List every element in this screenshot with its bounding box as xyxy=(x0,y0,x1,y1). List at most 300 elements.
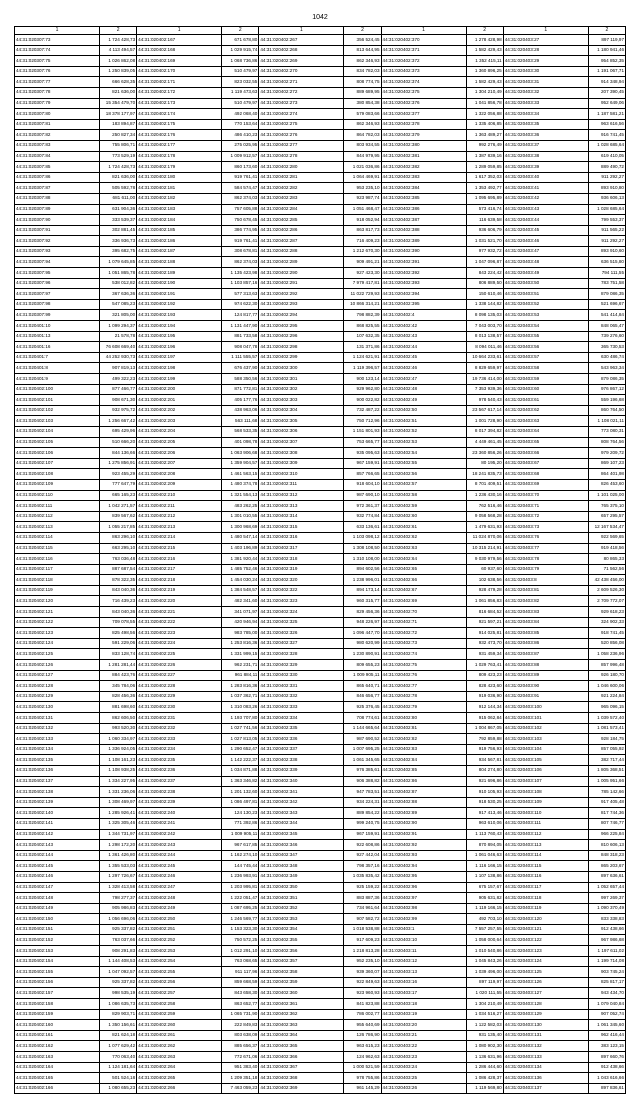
cadastral-value-cell: 1 363 346,82 xyxy=(222,776,259,787)
cadastral-value-cell: 987 690,10 xyxy=(344,490,381,501)
cadastral-number-cell: 44:31:020402:367 xyxy=(259,1062,344,1073)
cadastral-value-cell: 1 122 582,03 xyxy=(466,1020,503,1031)
cadastral-number-cell: 44:31:020402:262 xyxy=(137,1041,222,1052)
cadastral-value-cell: 1 116 166,15 xyxy=(466,861,503,872)
cadastral-value-cell: 734 961,64 xyxy=(344,903,381,914)
cadastral-number-cell: 44:31:020403:88 xyxy=(503,660,588,671)
table-row xyxy=(15,755,626,766)
cadastral-value-cell: 1 113 760,43 xyxy=(466,829,503,840)
cadastral-number-cell: 44:31:020402:181 xyxy=(137,183,222,194)
cadastral-value-cell: 965 096,15 xyxy=(588,702,625,713)
cadastral-number-cell: 44:31:020402:79 xyxy=(381,702,466,713)
cadastral-number-cell: 44:31:020402:322 xyxy=(259,585,344,596)
cadastral-number-cell: 44:31:020403:63 xyxy=(503,416,588,427)
cadastral-value-cell: 908 671,30 xyxy=(100,395,137,406)
cadastral-number-cell: 44:31:020402:391 xyxy=(381,257,466,268)
cadastral-value-cell: 772 671,06 xyxy=(222,1052,259,1063)
cadastral-value-cell: 807 746,77 xyxy=(588,818,625,829)
cadastral-number-cell: 44:31:020402:97 xyxy=(381,893,466,904)
cadastral-value-cell: 918 604,10 xyxy=(344,479,381,490)
cadastral-number-cell: 44:31:020402:49 xyxy=(381,395,466,406)
cadastral-number-cell: 44:31:020402:61 xyxy=(381,522,466,533)
table-row xyxy=(15,660,626,671)
cadastral-value-cell: 976 867,12 xyxy=(588,384,625,395)
cadastral-value-cell: 1 028 685,64 xyxy=(588,204,625,215)
cadastral-number-cell: 44:31:020402:318 xyxy=(259,554,344,565)
cadastral-value-cell: 666 628,35 xyxy=(100,77,137,88)
cadastral-number-cell: 44:31:020402:143 xyxy=(15,840,100,851)
cadastral-number-cell: 44:31:020403:13 xyxy=(381,967,466,978)
table-row xyxy=(15,1041,626,1052)
cadastral-value-cell: 979 209,72 xyxy=(588,448,625,459)
table-row xyxy=(15,395,626,406)
cadastral-value-cell: 816 684,52 xyxy=(466,607,503,618)
cadastral-value-cell: 1 047 092,57 xyxy=(100,967,137,978)
cadastral-value-cell: 897 636,61 xyxy=(588,871,625,882)
cadastral-value-cell: 1 300 968,69 xyxy=(222,522,259,533)
cadastral-value-cell: 1 352 415,11 xyxy=(466,56,503,67)
cadastral-value-cell: 864 782,03 xyxy=(344,130,381,141)
cadastral-number-cell: 44:31:020403:60 xyxy=(503,384,588,395)
table-row xyxy=(15,776,626,787)
cadastral-number-cell: 44:31:020401:13 xyxy=(15,331,100,342)
cadastral-number-cell: 44:31:020402:158 xyxy=(15,999,100,1010)
cadastral-number-cell: 44:31:020403:43 xyxy=(503,204,588,215)
cadastral-value-cell: 76 608 669,40 xyxy=(100,342,137,353)
cadastral-number-cell: 44:31:020403:27 xyxy=(503,35,588,46)
cadastral-value-cell: 962 416,44 xyxy=(588,1030,625,1041)
cadastral-value-cell: 978 540,43 xyxy=(466,395,503,406)
cadastral-value-cell: 908 047,78 xyxy=(222,342,259,353)
cadastral-number-cell: 44:31:020402:268 xyxy=(259,45,344,56)
cadastral-value-cell: 538 012,82 xyxy=(100,278,137,289)
cadastral-number-cell: 44:31:020402:91 xyxy=(381,829,466,840)
cadastral-number-cell: 44:31:020402:150 xyxy=(15,914,100,925)
cadastral-value-cell: 250 827,34 xyxy=(100,130,137,141)
cadastral-value-cell: 809 423,23 xyxy=(466,670,503,681)
cadastral-value-cell: 1 012 291,10 xyxy=(222,946,259,957)
cadastral-number-cell: 44:31:020402:116 xyxy=(15,554,100,565)
cadastral-number-cell: 44:31:020402:307 xyxy=(259,437,344,448)
cadastral-number-cell: 44:31:020403:17 xyxy=(381,988,466,999)
table-row xyxy=(15,183,626,194)
table-row xyxy=(15,765,626,776)
cadastral-number-cell: 44:31:020402:303 xyxy=(259,395,344,406)
table-row xyxy=(15,702,626,713)
cadastral-number-cell: 44:31:020402:258 xyxy=(137,999,222,1010)
cadastral-number-cell: 44:31:020402:300 xyxy=(259,363,344,374)
cadastral-number-cell: 44:31:020403:26 xyxy=(381,1083,466,1094)
cadastral-value-cell: 1 304 210,49 xyxy=(466,999,503,1010)
cadastral-number-cell: 44:31:020402:326 xyxy=(259,628,344,639)
cadastral-value-cell: 921 597,21 xyxy=(466,617,503,628)
cadastral-number-cell: 44:31:020402:388 xyxy=(381,225,466,236)
cadastral-number-cell: 44:31:020402:346 xyxy=(259,840,344,851)
cadastral-value-cell: 1 403 196,89 xyxy=(222,543,259,554)
table-row xyxy=(15,681,626,692)
cadastral-number-cell: 44:31:020402:251 xyxy=(137,924,222,935)
cadastral-value-cell: 934 224,31 xyxy=(344,797,381,808)
cadastral-value-cell: 23 360 856,26 xyxy=(466,448,503,459)
cadastral-number-cell: 44:31:020402:263 xyxy=(137,1052,222,1063)
cadastral-number-cell: 44:31:020402:213 xyxy=(137,522,222,533)
cadastral-value-cell: 8 098 135,03 xyxy=(466,310,503,321)
cadastral-value-cell: 18 241 835,73 xyxy=(466,469,503,480)
cadastral-value-cell: 665 165,23 xyxy=(100,490,137,501)
cadastral-value-cell: 657 295,57 xyxy=(588,511,625,522)
cadastral-value-cell: 829 903,71 xyxy=(100,1009,137,1020)
cadastral-value-cell: 1 322 056,88 xyxy=(466,109,503,120)
table-row xyxy=(15,713,626,724)
cadastral-value-cell: 324 902,33 xyxy=(588,617,625,628)
cadastral-value-cell: 826 453,60 xyxy=(588,479,625,490)
header-cell: 2 xyxy=(344,27,381,35)
cadastral-value-cell: 1 039 572,40 xyxy=(588,713,625,724)
cadastral-value-cell: 630 486,74 xyxy=(588,352,625,363)
cadastral-number-cell: 44:31:020402:69 xyxy=(381,596,466,607)
cadastral-number-cell: 44:31:020402:376 xyxy=(381,98,466,109)
cadastral-value-cell: 1 063 906,68 xyxy=(222,448,259,459)
cadastral-value-cell: 1 119 166,15 xyxy=(466,903,503,914)
table-row xyxy=(15,1073,626,1084)
cadastral-number-cell: 44:31:020402:163 xyxy=(15,1052,100,1063)
cadastral-value-cell: 675 157,67 xyxy=(466,882,503,893)
cadastral-number-cell: 44:31:020402:173 xyxy=(137,98,222,109)
cadastral-number-cell: 44:31:020402:244 xyxy=(137,850,222,861)
cadastral-value-cell: 131 371,86 xyxy=(344,342,381,353)
cadastral-number-cell: 44:31:020403:115 xyxy=(503,861,588,872)
cadastral-value-cell: 207 390,45 xyxy=(588,87,625,98)
cadastral-number-cell: 44:31:020402:96 xyxy=(381,882,466,893)
cadastral-number-cell: 44:31:020402:305 xyxy=(259,416,344,427)
table-row xyxy=(15,204,626,215)
cadastral-value-cell: 821 636,00 xyxy=(100,87,137,98)
cadastral-number-cell: 44:31:020403:84 xyxy=(503,617,588,628)
cadastral-number-cell: 44:31:020402:214 xyxy=(137,532,222,543)
cadastral-value-cell: 750 712,96 xyxy=(344,416,381,427)
cadastral-value-cell: 917 405,48 xyxy=(588,797,625,808)
cadastral-value-cell: 15 354 479,70 xyxy=(100,98,137,109)
cadastral-number-cell: 44:31:020402:336 xyxy=(259,734,344,745)
table-row xyxy=(15,522,626,533)
cadastral-value-cell: 716 409,23 xyxy=(344,236,381,247)
cadastral-value-cell: 908 291,83 xyxy=(100,946,137,957)
cadastral-number-cell: 44:31:020402:98 xyxy=(381,903,466,914)
cadastral-number-cell: 44:31:020402:112 xyxy=(15,511,100,522)
cadastral-number-cell: 44:31:020402:280 xyxy=(259,162,344,173)
cadastral-value-cell: 1 061 046,63 xyxy=(466,850,503,861)
cadastral-value-cell: 897 660,76 xyxy=(588,1052,625,1063)
cadastral-value-cell: 1 061 856,83 xyxy=(466,596,503,607)
cadastral-number-cell: 44:31:020403:70 xyxy=(503,490,588,501)
cadastral-number-cell: 44:31:020402:334 xyxy=(259,713,344,724)
cadastral-number-cell: 44:31:020402:101 xyxy=(15,395,100,406)
cadastral-value-cell: 922 849,63 xyxy=(344,977,381,988)
cadastral-value-cell: 1 068 736,86 xyxy=(222,56,259,67)
cadastral-number-cell: 44:31:020402:123 xyxy=(15,628,100,639)
cadastral-number-cell: 44:31:020402:166 xyxy=(15,1083,100,1094)
cadastral-number-cell: 44:31:020402:259 xyxy=(137,1009,222,1020)
cadastral-value-cell: 1 236 993,91 xyxy=(222,871,259,882)
cadastral-value-cell: 1 027 741,56 xyxy=(222,723,259,734)
cadastral-number-cell: 44:31:020402:146 xyxy=(15,871,100,882)
cadastral-value-cell: 862 606,50 xyxy=(100,713,137,724)
cadastral-value-cell: 770 153,64 xyxy=(222,119,259,130)
cadastral-number-cell: 44:31:020403:10 xyxy=(381,935,466,946)
cadastral-value-cell: 1 285 926,41 xyxy=(100,808,137,819)
cadastral-value-cell: 1 041 856,78 xyxy=(466,98,503,109)
cadastral-value-cell: 921 224,84 xyxy=(588,691,625,702)
table-row xyxy=(15,914,626,925)
cadastral-value-cell: 914 348,94 xyxy=(588,77,625,88)
cadastral-number-cell: 44:31:020402:281 xyxy=(259,172,344,183)
cadastral-number-cell: 44:31:020402:390 xyxy=(381,246,466,257)
cadastral-number-cell: 44:31:020402:138 xyxy=(15,787,100,798)
cadastral-number-cell: 44:31:020402:247 xyxy=(137,882,222,893)
cadastral-value-cell: 907 582,72 xyxy=(344,914,381,925)
cadastral-number-cell: 44:31:020402:287 xyxy=(259,236,344,247)
cadastral-number-cell: 44:31:020402:57 xyxy=(381,479,466,490)
cadastral-number-cell: 44:31:020402:298 xyxy=(259,342,344,353)
cadastral-number-cell: 44:31:020402:162 xyxy=(15,1041,100,1052)
cadastral-number-cell: 44:31:020402:384 xyxy=(381,183,466,194)
cadastral-number-cell: 44:31:020307:83 xyxy=(15,140,100,151)
cadastral-value-cell: 382 717,44 xyxy=(588,755,625,766)
cadastral-number-cell: 44:31:020402:338 xyxy=(259,755,344,766)
cadastral-value-cell: 8 013 138,57 xyxy=(466,331,503,342)
table-row xyxy=(15,1052,626,1063)
cadastral-value-cell: 1 278 428,98 xyxy=(466,35,503,46)
cadastral-value-cell: 510 479,97 xyxy=(222,66,259,77)
table-row xyxy=(15,999,626,1010)
cadastral-value-cell: 878 322,35 xyxy=(100,575,137,586)
table-row xyxy=(15,479,626,490)
cadastral-number-cell: 44:31:020402:178 xyxy=(137,151,222,162)
cadastral-number-cell: 44:31:020402:169 xyxy=(137,56,222,67)
cadastral-number-cell: 44:31:020402:156 xyxy=(15,977,100,988)
table-row xyxy=(15,808,626,819)
cadastral-value-cell: 863 296,10 xyxy=(100,532,137,543)
cadastral-number-cell: 44:31:020403:48 xyxy=(503,257,588,268)
cadastral-value-cell: 843 658,30 xyxy=(222,988,259,999)
cadastral-value-cell: 829 456,36 xyxy=(344,607,381,618)
cadastral-value-cell: 492 068,40 xyxy=(222,109,259,120)
cadastral-value-cell: 11 022 729,93 xyxy=(344,289,381,300)
cadastral-number-cell: 44:31:020403:113 xyxy=(503,840,588,851)
cadastral-number-cell: 44:31:020402:46 xyxy=(381,363,466,374)
cadastral-value-cell: 884 423,76 xyxy=(100,670,137,681)
cadastral-value-cell: 1 077 629,42 xyxy=(100,1041,137,1052)
cadastral-value-cell: 1 119 473,63 xyxy=(222,87,259,98)
cadastral-value-cell: 860 173,60 xyxy=(222,162,259,173)
table-row xyxy=(15,882,626,893)
cadastral-value-cell: 563 111,68 xyxy=(222,416,259,427)
cadastral-value-cell: 1 061 345,60 xyxy=(588,1020,625,1031)
cadastral-value-cell: 345 784,06 xyxy=(100,681,137,692)
cadastral-number-cell: 44:31:020402:210 xyxy=(137,490,222,501)
table-row xyxy=(15,543,626,554)
cadastral-number-cell: 44:31:020402:292 xyxy=(259,289,344,300)
cadastral-value-cell: 1 096 447,70 xyxy=(344,628,381,639)
cadastral-number-cell: 44:31:020402:160 xyxy=(15,1020,100,1031)
cadastral-number-cell: 44:31:020402:183 xyxy=(137,204,222,215)
cadastral-number-cell: 44:31:020402:314 xyxy=(259,511,344,522)
table-row xyxy=(15,850,626,861)
table-row xyxy=(15,691,626,702)
cadastral-value-cell: 1 034 871,88 xyxy=(222,765,259,776)
cadastral-value-cell: 1 043 616,66 xyxy=(588,1073,625,1084)
cadastral-number-cell: 44:31:020402:197 xyxy=(137,352,222,363)
cadastral-value-cell: 1 384 548,57 xyxy=(222,585,259,596)
cadastral-value-cell: 10 315 214,91 xyxy=(466,543,503,554)
cadastral-value-cell: 80 865,33 xyxy=(588,554,625,565)
cadastral-number-cell: 44:31:020402:165 xyxy=(15,1073,100,1084)
cadastral-number-cell: 44:31:020402:315 xyxy=(259,522,344,533)
cadastral-value-cell: 1 359 904,57 xyxy=(222,458,259,469)
table-row xyxy=(15,511,626,522)
cadastral-value-cell: 1 009 905,11 xyxy=(222,829,259,840)
cadastral-value-cell: 925 337,82 xyxy=(100,924,137,935)
cadastral-value-cell: 1 334 227,95 xyxy=(100,776,137,787)
cadastral-number-cell: 44:31:020403:50 xyxy=(503,278,588,289)
cadastral-value-cell: 927 442,04 xyxy=(344,850,381,861)
cadastral-value-cell: 1 136 631,96 xyxy=(466,1052,503,1063)
cadastral-value-cell: 808 764,56 xyxy=(588,437,625,448)
cadastral-number-cell: 44:31:020402:202 xyxy=(137,405,222,416)
cadastral-number-cell: 44:31:020403:65 xyxy=(503,437,588,448)
cadastral-value-cell: 894 173,14 xyxy=(344,585,381,596)
cadastral-value-cell: 947 783,51 xyxy=(344,787,381,798)
cadastral-value-cell: 1 250 839,05 xyxy=(100,66,137,77)
cadastral-value-cell: 1 051 865,78 xyxy=(100,268,137,279)
cadastral-value-cell: 770 063,40 xyxy=(100,1052,137,1063)
cadastral-number-cell: 44:31:020402:184 xyxy=(137,215,222,226)
cadastral-value-cell: 1 035 835,42 xyxy=(344,871,381,882)
table-row xyxy=(15,172,626,183)
cadastral-number-cell: 44:31:020402:289 xyxy=(259,257,344,268)
cadastral-number-cell: 44:31:020402:269 xyxy=(259,56,344,67)
cadastral-value-cell: 1 321 554,13 xyxy=(222,490,259,501)
cadastral-value-cell: 126 786,90 xyxy=(344,1030,381,1041)
cadastral-number-cell: 44:31:020402:374 xyxy=(381,77,466,88)
cadastral-number-cell: 44:31:020403:91 xyxy=(503,691,588,702)
cadastral-value-cell: 978 755,86 xyxy=(344,1073,381,1084)
cadastral-number-cell: 44:31:020403:28 xyxy=(503,45,588,56)
cadastral-value-cell: 10 866 314,21 xyxy=(344,299,381,310)
cadastral-value-cell: 1 238 996,01 xyxy=(344,575,381,586)
cadastral-value-cell: 18 378 177,97 xyxy=(100,109,137,120)
cadastral-number-cell: 44:31:020402:199 xyxy=(137,374,222,385)
cadastral-value-cell: 1 218 813,28 xyxy=(344,946,381,957)
cadastral-value-cell: 843 224,42 xyxy=(466,268,503,279)
cadastral-number-cell: 44:31:020402:302 xyxy=(259,384,344,395)
cadastral-value-cell: 932 473,70 xyxy=(466,638,503,649)
cadastral-value-cell: 1 289 059,85 xyxy=(466,162,503,173)
table-row xyxy=(15,946,626,957)
table-row xyxy=(15,66,626,77)
cadastral-value-cell: 124 962,63 xyxy=(344,1052,381,1063)
cadastral-value-cell: 911 117,96 xyxy=(222,967,259,978)
cadastral-value-cell: 911 565,22 xyxy=(588,225,625,236)
cadastral-number-cell: 44:31:020307:89 xyxy=(15,204,100,215)
cadastral-number-cell: 44:31:020402:172 xyxy=(137,87,222,98)
cadastral-value-cell: 1 286 444,60 xyxy=(466,1062,503,1073)
cadastral-value-cell: 932 975,72 xyxy=(100,405,137,416)
cadastral-number-cell: 44:31:020402:378 xyxy=(381,119,466,130)
cadastral-number-cell: 44:31:020402:157 xyxy=(15,988,100,999)
cadastral-number-cell: 44:31:020402:308 xyxy=(259,448,344,459)
cadastral-number-cell: 44:31:020402:110 xyxy=(15,490,100,501)
cadastral-number-cell: 44:31:020403:45 xyxy=(503,225,588,236)
cadastral-number-cell: 44:31:020402:193 xyxy=(137,310,222,321)
cadastral-value-cell: 1 079 645,85 xyxy=(100,257,137,268)
cadastral-value-cell: 951 383,40 xyxy=(222,1062,259,1073)
cadastral-number-cell: 44:31:020402:342 xyxy=(259,797,344,808)
cadastral-value-cell: 948 226,97 xyxy=(344,617,381,628)
cadastral-value-cell: 794 111,55 xyxy=(588,268,625,279)
cadastral-value-cell: 9 058 568,28 xyxy=(466,511,503,522)
cadastral-value-cell: 1 029 763,41 xyxy=(466,660,503,671)
cadastral-value-cell: 1 108 021,11 xyxy=(588,416,625,427)
cadastral-value-cell: 1 308 469,97 xyxy=(100,797,137,808)
cadastral-value-cell: 897 119,97 xyxy=(588,35,625,46)
cadastral-number-cell: 44:31:020403:109 xyxy=(503,797,588,808)
cadastral-value-cell: 1 236 430,16 xyxy=(466,490,503,501)
cadastral-value-cell: 916 741,45 xyxy=(588,130,625,141)
cadastral-value-cell: 577 313,63 xyxy=(222,289,259,300)
cadastral-value-cell: 636 515,80 xyxy=(588,257,625,268)
cadastral-number-cell: 44:31:020402:372 xyxy=(381,56,466,67)
cadastral-number-cell: 44:31:020402:217 xyxy=(137,564,222,575)
cadastral-number-cell: 44:31:020402:229 xyxy=(137,691,222,702)
cadastral-value-cell: 911 292,27 xyxy=(588,172,625,183)
cadastral-value-cell: 1 111 555,57 xyxy=(222,352,259,363)
cadastral-value-cell: 967 617,85 xyxy=(222,840,259,851)
cadastral-number-cell: 44:31:020402:140 xyxy=(15,808,100,819)
cadastral-value-cell: 907 819,13 xyxy=(100,363,137,374)
cadastral-value-cell: 1 338 144,82 xyxy=(466,299,503,310)
cadastral-number-cell: 44:31:020402:218 xyxy=(137,575,222,586)
cadastral-number-cell: 44:31:020403:53 xyxy=(503,310,588,321)
cadastral-number-cell: 44:31:020402:253 xyxy=(137,946,222,957)
cadastral-number-cell: 44:31:020402:185 xyxy=(137,225,222,236)
cadastral-value-cell: 844 979,95 xyxy=(344,151,381,162)
cadastral-number-cell: 44:31:020402:370 xyxy=(381,35,466,46)
cadastral-value-cell: 1 290 652,47 xyxy=(222,744,259,755)
cadastral-number-cell: 44:31:020307:99 xyxy=(15,310,100,321)
cadastral-number-cell: 44:31:020402:354 xyxy=(259,924,344,935)
cadastral-number-cell: 44:31:020402:219 xyxy=(137,585,222,596)
table-row xyxy=(15,871,626,882)
table-row xyxy=(15,289,626,300)
cadastral-value-cell: 1 005 951,66 xyxy=(588,776,625,787)
cadastral-number-cell: 44:31:020403:36 xyxy=(503,130,588,141)
cadastral-number-cell: 44:31:020403:85 xyxy=(503,628,588,639)
cadastral-number-cell: 44:31:020402:118 xyxy=(15,575,100,586)
cadastral-value-cell: 1 617 352,03 xyxy=(466,172,503,183)
cadastral-value-cell: 21 578,78 xyxy=(100,331,137,342)
cadastral-number-cell: 44:31:020403:67 xyxy=(503,458,588,469)
cadastral-number-cell: 44:31:020402:366 xyxy=(259,1052,344,1063)
cadastral-value-cell: 8 829 659,97 xyxy=(466,363,503,374)
table-row xyxy=(15,257,626,268)
cadastral-value-cell: 1 000 521,59 xyxy=(344,1062,381,1073)
cadastral-number-cell: 44:31:020402:176 xyxy=(137,130,222,141)
header-cell: 2 xyxy=(222,27,259,35)
cadastral-number-cell: 44:31:020403:40 xyxy=(503,172,588,183)
table-row xyxy=(15,1009,626,1020)
cadastral-value-cell: 1 087 695,25 xyxy=(222,903,259,914)
